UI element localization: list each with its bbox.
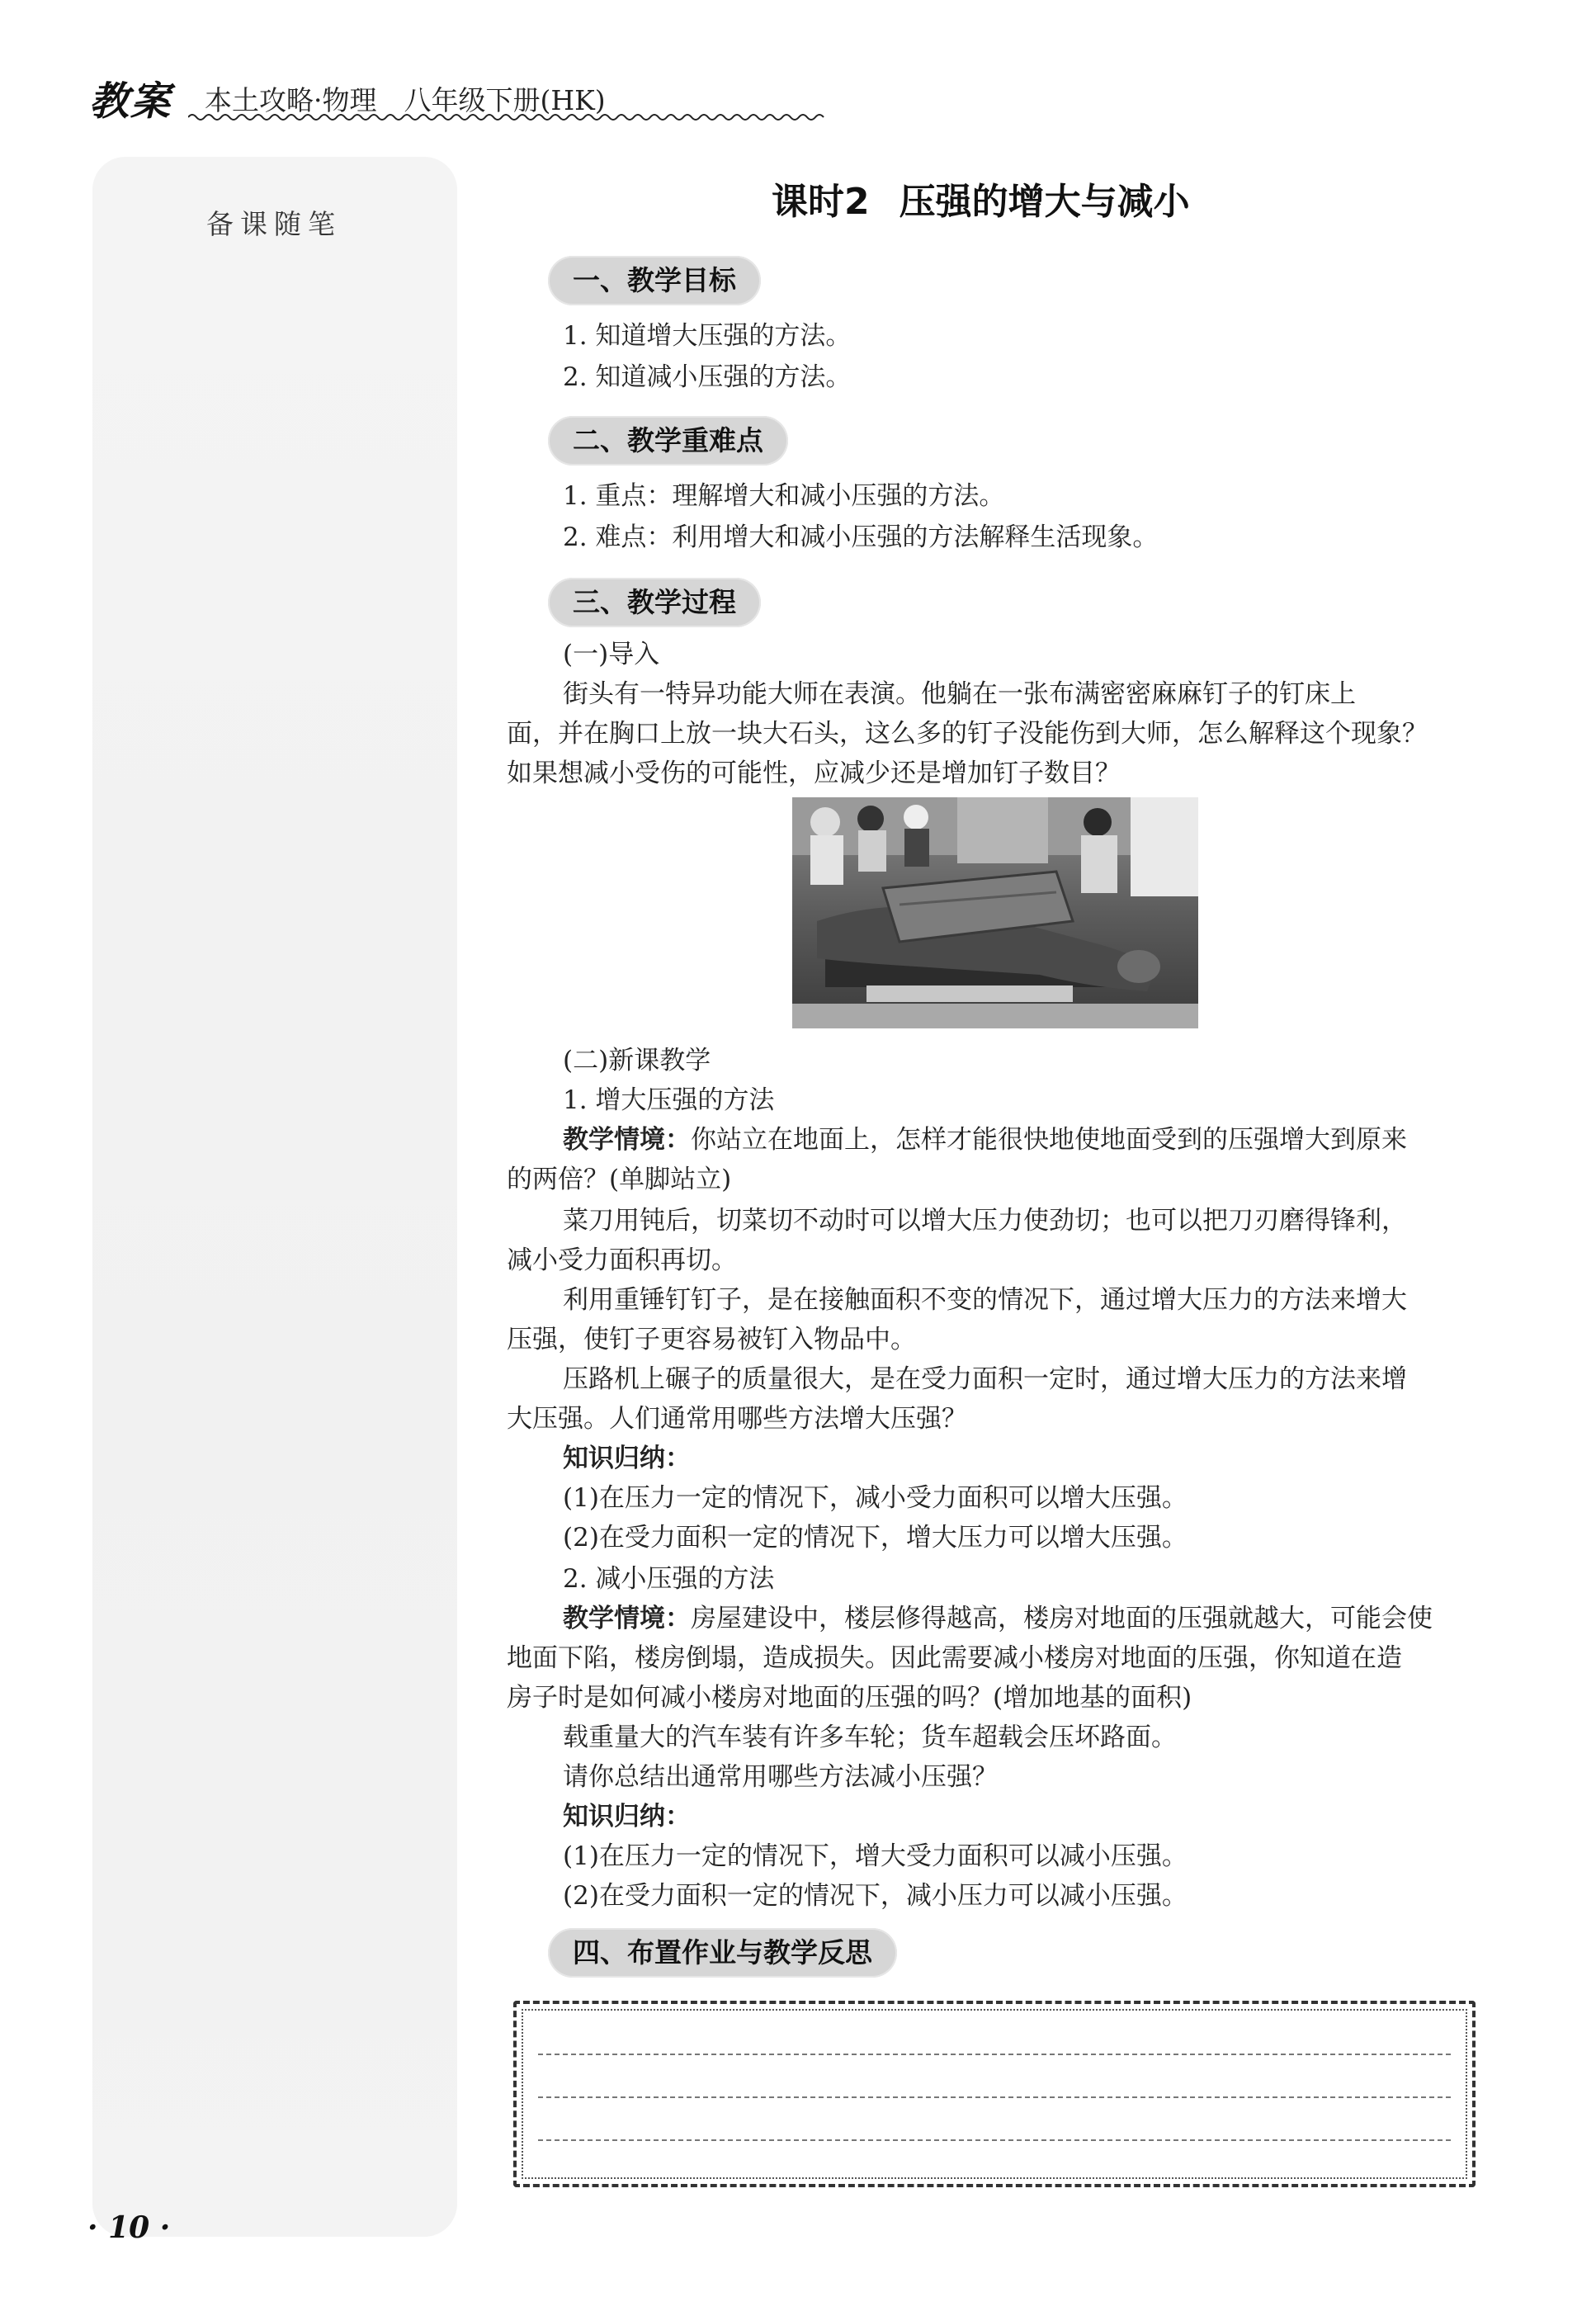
summary-item: (1)在压力一定的情况下，减小受力面积可以增大压强。 bbox=[563, 1483, 1188, 1513]
method-heading-increase: 1. 增大压强的方法 bbox=[563, 1085, 775, 1115]
key-point-item: 2. 难点：利用增大和减小压强的方法解释生活现象。 bbox=[563, 522, 1159, 552]
new-lesson-heading: (二)新课教学 bbox=[563, 1046, 711, 1075]
summary-item: (2)在受力面积一定的情况下，增大压力可以增大压强。 bbox=[563, 1523, 1188, 1553]
body-text: 压路机上碾子的质量很大，是在受力面积一定时，通过增大压力的方法来增 bbox=[563, 1364, 1407, 1394]
scenario-text: 房屋建设中，楼层修得越高，楼房对地面的压强就越大，可能会使 bbox=[691, 1604, 1433, 1633]
goal-item: 1. 知道增大压强的方法。 bbox=[563, 321, 852, 351]
notes-margin-label: 备课随笔 bbox=[206, 208, 342, 240]
teaching-scenario bbox=[563, 1121, 1407, 1159]
body-text: 菜刀用钝后，切菜切不动时可以增大压力使劲切；也可以把刀刃磨得锋利， bbox=[563, 1206, 1407, 1236]
body-text: 压强，使钉子更容易被钉入物品中。 bbox=[507, 1325, 916, 1354]
method-heading-decrease: 2. 减小压强的方法 bbox=[563, 1564, 775, 1594]
body-text: 利用重锤钉钉子，是在接触面积不变的情况下，通过增大压力的方法来增大 bbox=[563, 1285, 1407, 1315]
body-text: 减小受力面积再切。 bbox=[507, 1245, 737, 1275]
summary-label: 知识归纳： bbox=[563, 1444, 691, 1473]
intro-text: 面，并在胸口上放一块大石头，这么多的钉子没能伤到大师，怎么解释这个现象？ bbox=[507, 719, 1428, 749]
body-text: 请你总结出通常用哪些方法减小压强？ bbox=[563, 1762, 998, 1792]
intro-heading: (一)导入 bbox=[563, 640, 660, 669]
scenario-label: 教学情境： bbox=[563, 1604, 691, 1633]
section-heading-homework: 四、布置作业与教学反思 bbox=[548, 1928, 897, 1978]
page-header bbox=[89, 69, 741, 124]
header-wave-divider bbox=[188, 111, 832, 124]
section-heading-key-points: 二、教学重难点 bbox=[548, 416, 788, 466]
body-text: 大压强。人们通常用哪些方法增大压强？ bbox=[507, 1404, 967, 1434]
summary-label: 知识归纳： bbox=[563, 1802, 691, 1832]
lesson-number: 课时2 bbox=[772, 181, 870, 223]
scenario-text: 的两倍？(单脚站立) bbox=[507, 1165, 732, 1194]
scenario-label: 教学情境： bbox=[563, 1125, 691, 1155]
lesson-name: 压强的增大与减小 bbox=[899, 181, 1190, 223]
homework-writing-box[interactable] bbox=[513, 2001, 1476, 2187]
teaching-scenario bbox=[563, 1600, 1433, 1638]
page-number: · 10 · bbox=[87, 2210, 171, 2245]
intro-text: 如果想减小受伤的可能性，应减少还是增加钉子数目？ bbox=[507, 759, 1121, 788]
lesson-title bbox=[772, 172, 1190, 225]
scenario-text: 你站立在地面上，怎样才能很快地使地面受到的压强增大到原来 bbox=[691, 1125, 1407, 1155]
goal-item: 2. 知道减小压强的方法。 bbox=[563, 362, 852, 392]
header-brand: 教案 bbox=[89, 78, 172, 125]
notes-margin-column bbox=[92, 157, 457, 2237]
summary-item: (1)在压力一定的情况下，增大受力面积可以减小压强。 bbox=[563, 1841, 1188, 1871]
summary-item: (2)在受力面积一定的情况下，减小压力可以减小压强。 bbox=[563, 1881, 1188, 1911]
body-text: 载重量大的汽车装有许多车轮；货车超载会压坏路面。 bbox=[563, 1723, 1177, 1752]
writing-line bbox=[538, 2096, 1451, 2098]
bed-of-nails-photo bbox=[792, 797, 1198, 1028]
header-subtitle: 本土攻略·物理 八年级下册(HK) bbox=[205, 84, 606, 116]
section-heading-goals: 一、教学目标 bbox=[548, 256, 761, 305]
scenario-text: 地面下陷，楼房倒塌，造成损失。因此需要减小楼房对地面的压强，你知道在造 bbox=[507, 1643, 1402, 1673]
writing-line bbox=[538, 2054, 1451, 2055]
intro-text: 街头有一特异功能大师在表演。他躺在一张布满密密麻麻钉子的钉床上 bbox=[563, 679, 1356, 709]
writing-line bbox=[538, 2139, 1451, 2141]
scenario-text: 房子时是如何减小楼房对地面的压强的吗？(增加地基的面积) bbox=[507, 1683, 1192, 1713]
section-heading-process: 三、教学过程 bbox=[548, 578, 761, 627]
key-point-item: 1. 重点：理解增大和减小压强的方法。 bbox=[563, 481, 1005, 511]
